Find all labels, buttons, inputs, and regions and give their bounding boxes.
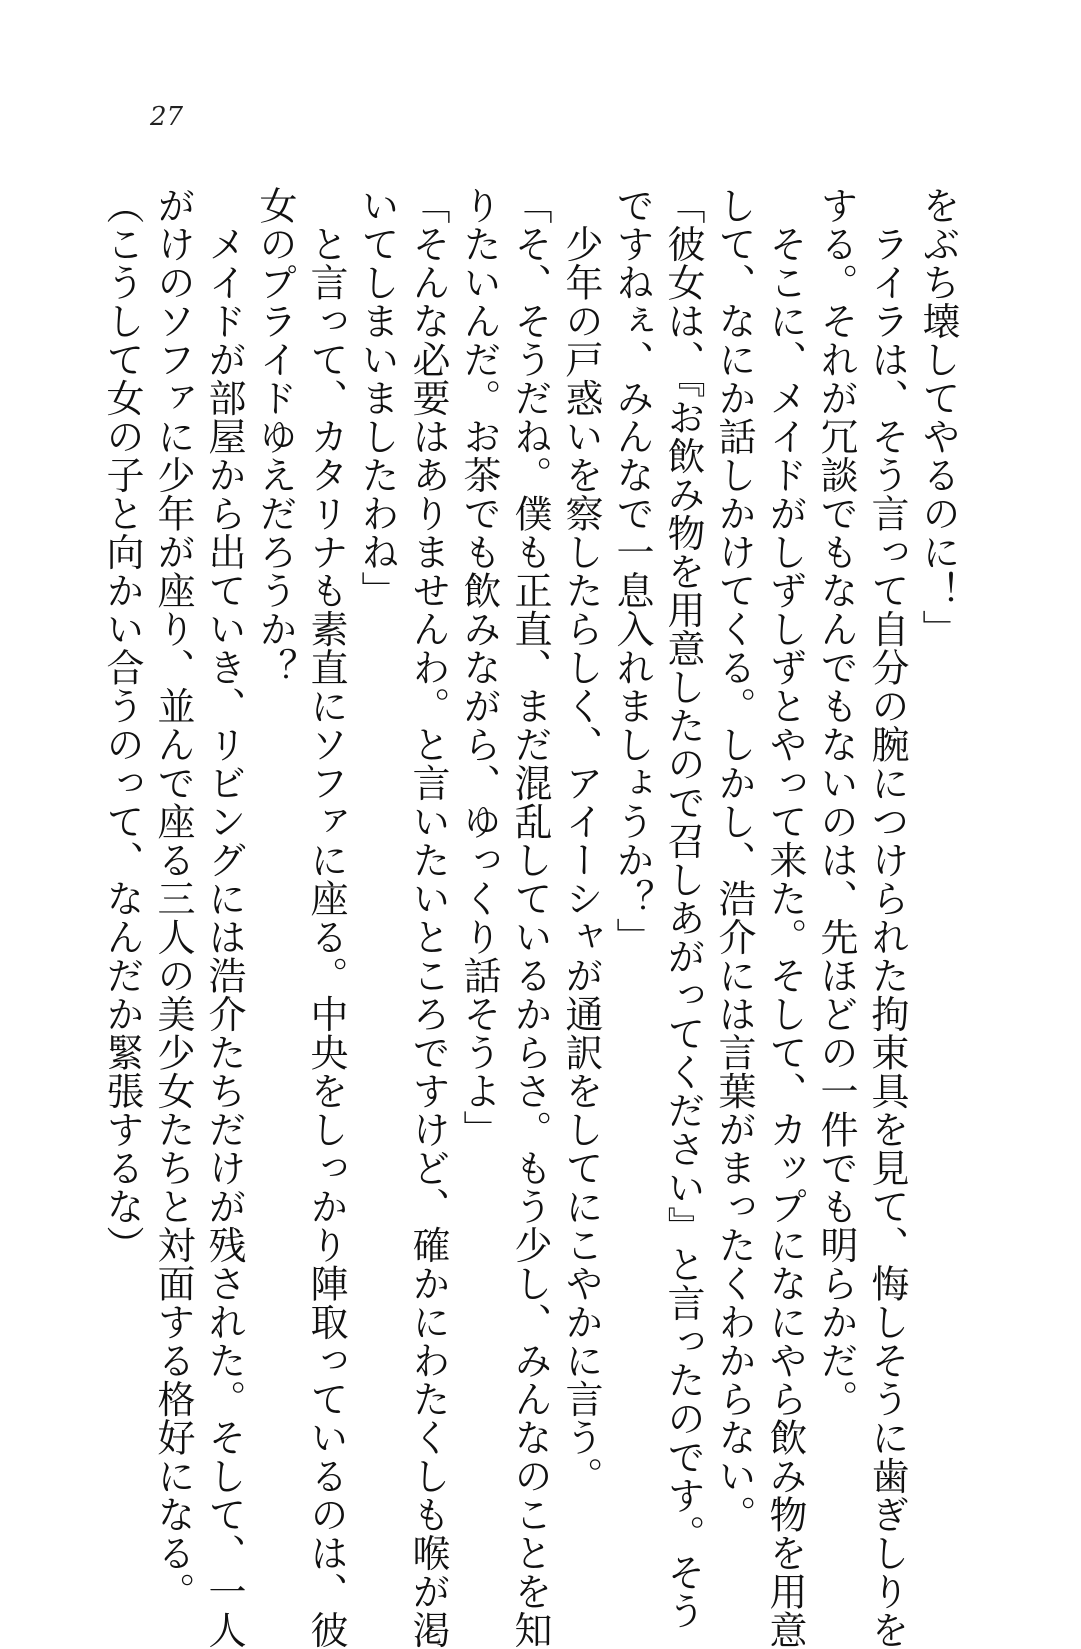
text-line: 「そ、そうだね。僕も正直、まだ混乱しているからさ。もう少し、みんなのことを知 [508, 186, 552, 1649]
text-line: メイドが部屋から出ていき、リビングには浩介たちだけが残された。そして、一人 [202, 186, 246, 1649]
text-line: りたいんだ。お茶でも飲みながら、ゆっくり話そうよ」 [457, 186, 501, 1149]
text-line: して、なにか話しかけてくる。しかし、浩介には言葉がまったくわからない。 [712, 186, 756, 1534]
text-line: と言って、カタリナも素直にソファに座る。中央をしっかり陣取っているのは、彼 [304, 186, 348, 1649]
text-line: 女のプライドゆえだろうか？ [253, 186, 297, 687]
text-line: いてしまいましたわね」 [355, 186, 399, 610]
text-line: がけのソファに少年が座り、並んで座る三人の美少女たちと対面する格好になる。 [151, 186, 195, 1611]
text-line: 「彼女は、『お飲み物を用意したので召しあがってください』と言ったのです。そう [661, 186, 705, 1630]
text-line: 「そんな必要はありませんわ。と言いたいところですけど、確かにわたくしも喉が渇 [406, 186, 450, 1649]
text-line: 少年の戸惑いを察したらしく、アイーシャが通訳をしてにこやかに言う。 [559, 186, 603, 1495]
body-text [96, 186, 963, 1649]
text-line: そこに、メイドがしずしずとやって来た。そして、カップになにやら飲み物を用意 [763, 186, 807, 1649]
text-line: ですねぇ、みんなで一息入れましょうか？」 [610, 186, 654, 956]
text-line: をぶち壊してやるのに！」 [916, 186, 960, 648]
page-number: 27 [150, 102, 184, 132]
text-line: する。それが冗談でもなんでもないのは、先ほどの一件でも明らかだ。 [814, 186, 858, 1418]
text-line: ライラは、そう言って自分の腕につけられた拘束具を見て、悔しそうに歯ぎしりを [865, 186, 909, 1649]
text-line: （こうして女の子と向かい合うのって、なんだか緊張するな） [100, 186, 144, 1264]
